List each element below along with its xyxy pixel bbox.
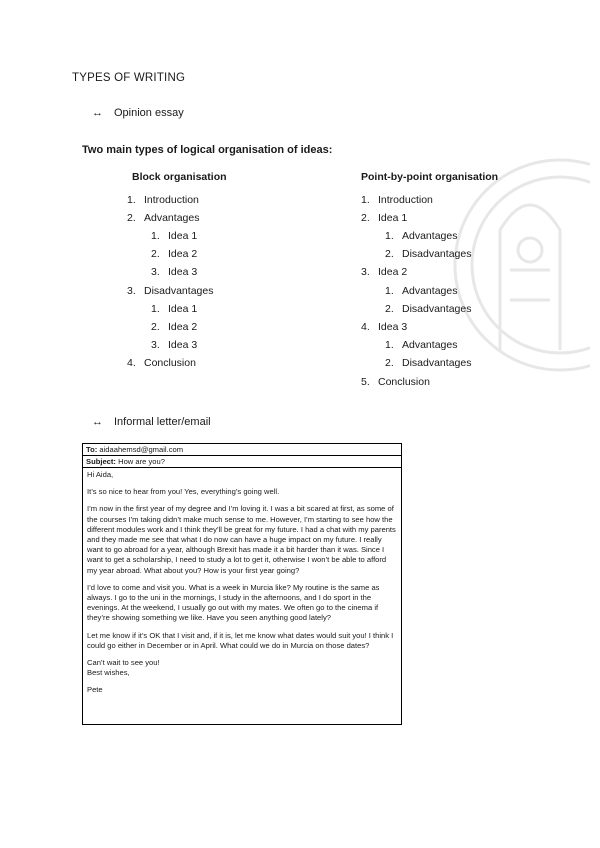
email-signature: Pete xyxy=(87,685,103,695)
email-body xyxy=(83,468,401,705)
email-to-value: aidaahemsd@gmail.com xyxy=(99,445,184,454)
list-item: 1. Introduction xyxy=(127,194,199,206)
list-item: 1. Introduction xyxy=(361,194,433,206)
double-arrow-icon: ↔ xyxy=(92,107,103,119)
double-arrow-icon: ↔ xyxy=(92,416,103,428)
list-item: 2. Disadvantages xyxy=(385,357,472,369)
email-to-row: To: aidaahemsd@gmail.com xyxy=(83,444,401,456)
point-organisation-title: Point-by-point organisation xyxy=(361,171,499,183)
block-organisation-title: Block organisation xyxy=(132,171,227,183)
list-item: 1. Advantages xyxy=(385,285,458,297)
list-item: 4. Conclusion xyxy=(127,357,196,369)
page-heading: TYPES OF WRITING xyxy=(72,72,186,84)
list-item: 3. Idea 3 xyxy=(151,339,198,351)
email-paragraph: I’m now in the first year of my degree and I’m loving it. I was a bit scared at first, as some of the courses I’m taking didn’t make much sense to me. However, I’m starting to see how the different modules work and I think they’ll be great for my future. I had a chat with my parents and they made me see that what I do now can have a huge impact on my future. I really want to go abroad for a year, although Brexit has made it a bit harder than it was. Since I want to get a scholarship, I need to study a lot to get it, otherwise I won’t be able to afford my year abroad. What about you? How is your first year going? xyxy=(87,504,396,575)
list-item: 5. Conclusion xyxy=(361,376,430,388)
list-item: 2. Disadvantages xyxy=(385,303,472,315)
list-item: 2. Idea 2 xyxy=(151,248,198,260)
list-item: 2. Idea 2 xyxy=(151,321,198,333)
list-item: 2. Idea 1 xyxy=(361,212,408,224)
list-item: 3. Disadvantages xyxy=(127,285,214,297)
subheading: Two main types of logical organisation of ideas: xyxy=(82,144,333,156)
list-item: 4. Idea 3 xyxy=(361,321,408,333)
list-item: 2. Disadvantages xyxy=(385,248,472,260)
list-item: 3. Idea 3 xyxy=(151,266,198,278)
email-example xyxy=(82,443,402,725)
list-item: 3. Idea 2 xyxy=(361,266,408,278)
email-closing: Best wishes, xyxy=(87,668,130,678)
list-item: 1. Advantages xyxy=(385,230,458,242)
email-greeting: Hi Aida, xyxy=(87,470,114,479)
email-subject-value: How are you? xyxy=(118,457,165,466)
email-subject-row: Subject: How are you? xyxy=(83,456,401,468)
list-item: 1. Idea 1 xyxy=(151,303,198,315)
email-paragraph: I’d love to come and visit you. What is a week in Murcia like? My routine is the same as always. I go to the uni in the mornings, I study in the afternoons, and I do sport in the evenings. At the weekend, I usually go out with my mates. We often go to the cinema if they’re showing something we like. Have you seen anything good lately? xyxy=(87,582,380,623)
university-seal-watermark xyxy=(440,150,590,380)
section-informal-letter xyxy=(92,416,211,428)
email-paragraph: Let me know if it’s OK that I visit and, if it is, let me know what dates would suit you! I think I could go either in December or in April. What could we do in Murcia on those dates? xyxy=(87,630,394,650)
section-title: Opinion essay xyxy=(114,107,184,119)
list-item: 1. Idea 1 xyxy=(151,230,198,242)
email-closing: Can’t wait to see you! xyxy=(87,658,160,668)
list-item: 2. Advantages xyxy=(127,212,200,224)
section-title: Informal letter/email xyxy=(114,416,211,428)
list-item: 1. Advantages xyxy=(385,339,458,351)
email-paragraph: It’s so nice to hear from you! Yes, everything’s going well. xyxy=(87,487,280,497)
section-opinion-essay xyxy=(92,107,184,119)
